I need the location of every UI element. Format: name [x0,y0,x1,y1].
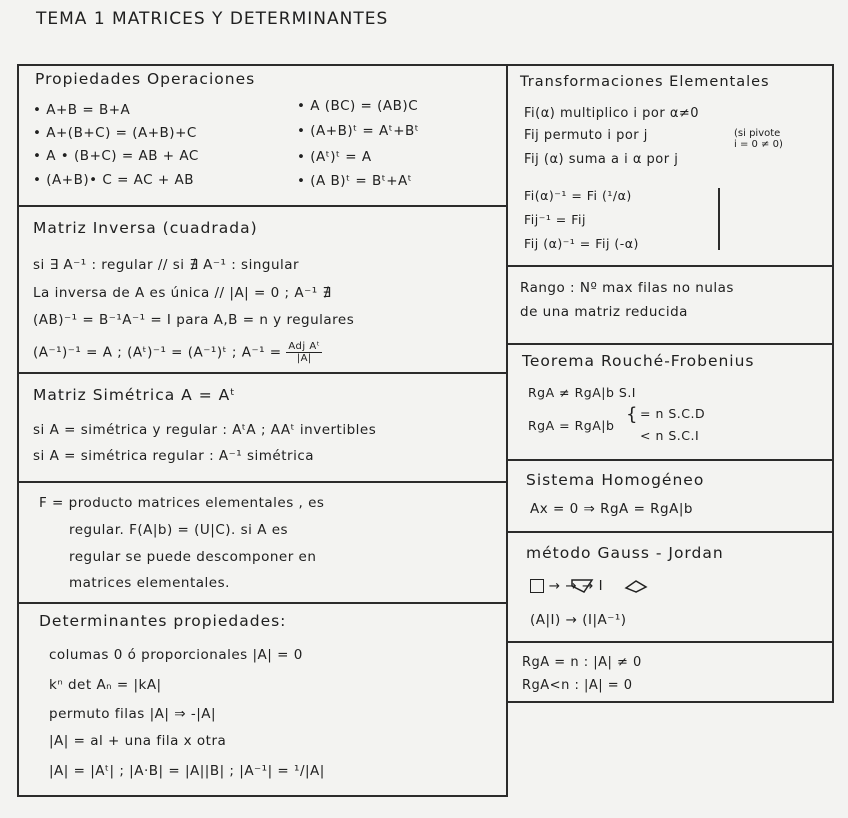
elementales-line: matrices elementales. [69,575,230,591]
property-item: • (A B)ᵗ = Bᵗ+Aᵗ [297,173,413,189]
page-title: TEMA 1 MATRICES Y DETERMINANTES [36,9,389,29]
section-heading-inversa: Matriz Inversa (cuadrada) [33,219,258,237]
square-shape-icon [530,579,544,593]
brace-icon: { [626,404,638,425]
homogeneo-line: Ax = 0 ⇒ RgA = RgA|b [530,501,693,517]
trapezoid-shape-icon [570,578,594,594]
rango-det-line: RgA<n : |A| = 0 [522,678,633,693]
left-column [17,64,508,797]
property-item: • A (BC) = (AB)C [297,98,419,114]
note-line: (si pivote [734,128,781,139]
property-item: • (A+B)ᵗ = Aᵗ+Bᵗ [297,123,420,139]
gauss-line: (A|I) → (I|A⁻¹) [530,612,627,628]
property-item: • A+B = B+A [33,102,131,118]
rouche-case: = n S.C.D [640,406,706,421]
section-heading-propiedades: Propiedades Operaciones [35,70,256,88]
inverse-rule: Fij⁻¹ = Fij [524,212,586,227]
section-heading-gauss: método Gauss - Jordan [526,544,724,562]
transformacion-line: Fi(α) multiplico i por α≠0 [524,106,700,121]
divider [508,343,832,345]
inversa-line: (AB)⁻¹ = B⁻¹A⁻¹ = I para A,B = n y regulares [33,312,355,328]
pivote-note [734,128,783,150]
simetrica-line: si A = simétrica y regular : AᵗA ; AAᵗ invertibles [33,422,377,438]
section-heading-determinantes: Determinantes propiedades: [39,612,287,630]
right-column [506,64,834,703]
elementales-line: regular. F(A|b) = (U|C). si A es [69,522,289,538]
determinante-line: |A| = |Aᵗ| ; |A·B| = |A||B| ; |A⁻¹| = ¹/|A| [49,763,325,779]
rouche-line: RgA = RgA|b [528,418,615,433]
divider [19,481,506,483]
gauss-arrows: → → → I [548,578,604,594]
determinante-line: permuto filas |A| ⇒ -|A| [49,706,217,722]
fraction-numerator: Adj Aᵗ [288,341,321,352]
rango-line: Rango : Nº max filas no nulas [520,280,734,296]
inverse-rule: Fi(α)⁻¹ = Fi (¹/α) [524,188,632,203]
divider [508,459,832,461]
property-item: • (Aᵗ)ᵗ = A [297,149,372,165]
property-item: • (A+B)• C = AC + AB [33,172,194,188]
rouche-line: RgA ≠ RgA|b S.I [528,385,636,400]
section-heading-rouche: Teorema Rouché-Frobenius [522,352,755,370]
bracket-icon [712,188,720,250]
inversa-line: si ∃ A⁻¹ : regular // si ∄ A⁻¹ : singular [33,257,300,273]
determinante-line: columas 0 ó proporcionales |A| = 0 [49,647,303,663]
rango-line: de una matriz reducida [520,304,688,320]
elementales-line: regular se puede descomponer en [69,549,317,565]
note-line: i = 0 ≠ 0) [734,139,783,150]
inversa-line-4 [33,341,322,364]
property-item: • A • (B+C) = AB + AC [33,148,199,164]
inversa-line: La inversa de A es única // |A| = 0 ; A⁻¹ ∄ [33,285,332,301]
divider [508,531,832,533]
divider [508,265,832,267]
inversa-formula: (A⁻¹)⁻¹ = A ; (Aᵗ)⁻¹ = (A⁻¹)ᵗ ; A⁻¹ = [33,344,282,361]
determinante-line: |A| = al + una fila x otra [49,733,227,749]
divider [19,372,506,374]
divider [508,641,832,643]
divider [19,205,506,207]
transformacion-line: Fij permuto i por j [524,128,648,143]
determinante-line: kⁿ det Aₙ = |kA| [49,677,162,693]
fraction-denominator: |A| [296,353,312,364]
transformacion-line: Fij (α) suma a i α por j [524,152,679,167]
elementales-line: F = producto matrices elementales , es [39,495,325,511]
section-heading-homogeneo: Sistema Homogéneo [526,471,705,489]
divider [19,602,506,604]
simetrica-line: si A = simétrica regular : A⁻¹ simétrica [33,448,315,464]
property-item: • A+(B+C) = (A+B)+C [33,125,197,141]
inverse-rule: Fij (α)⁻¹ = Fij (-α) [524,236,639,251]
section-heading-simetrica: Matriz Simétrica A = Aᵗ [33,386,236,404]
rouche-case: < n S.C.I [640,428,700,443]
reduced-shape-icon [622,578,648,594]
rango-det-line: RgA = n : |A| ≠ 0 [522,655,642,670]
adjoint-fraction [286,341,322,364]
section-heading-transformaciones: Transformaciones Elementales [520,74,770,90]
